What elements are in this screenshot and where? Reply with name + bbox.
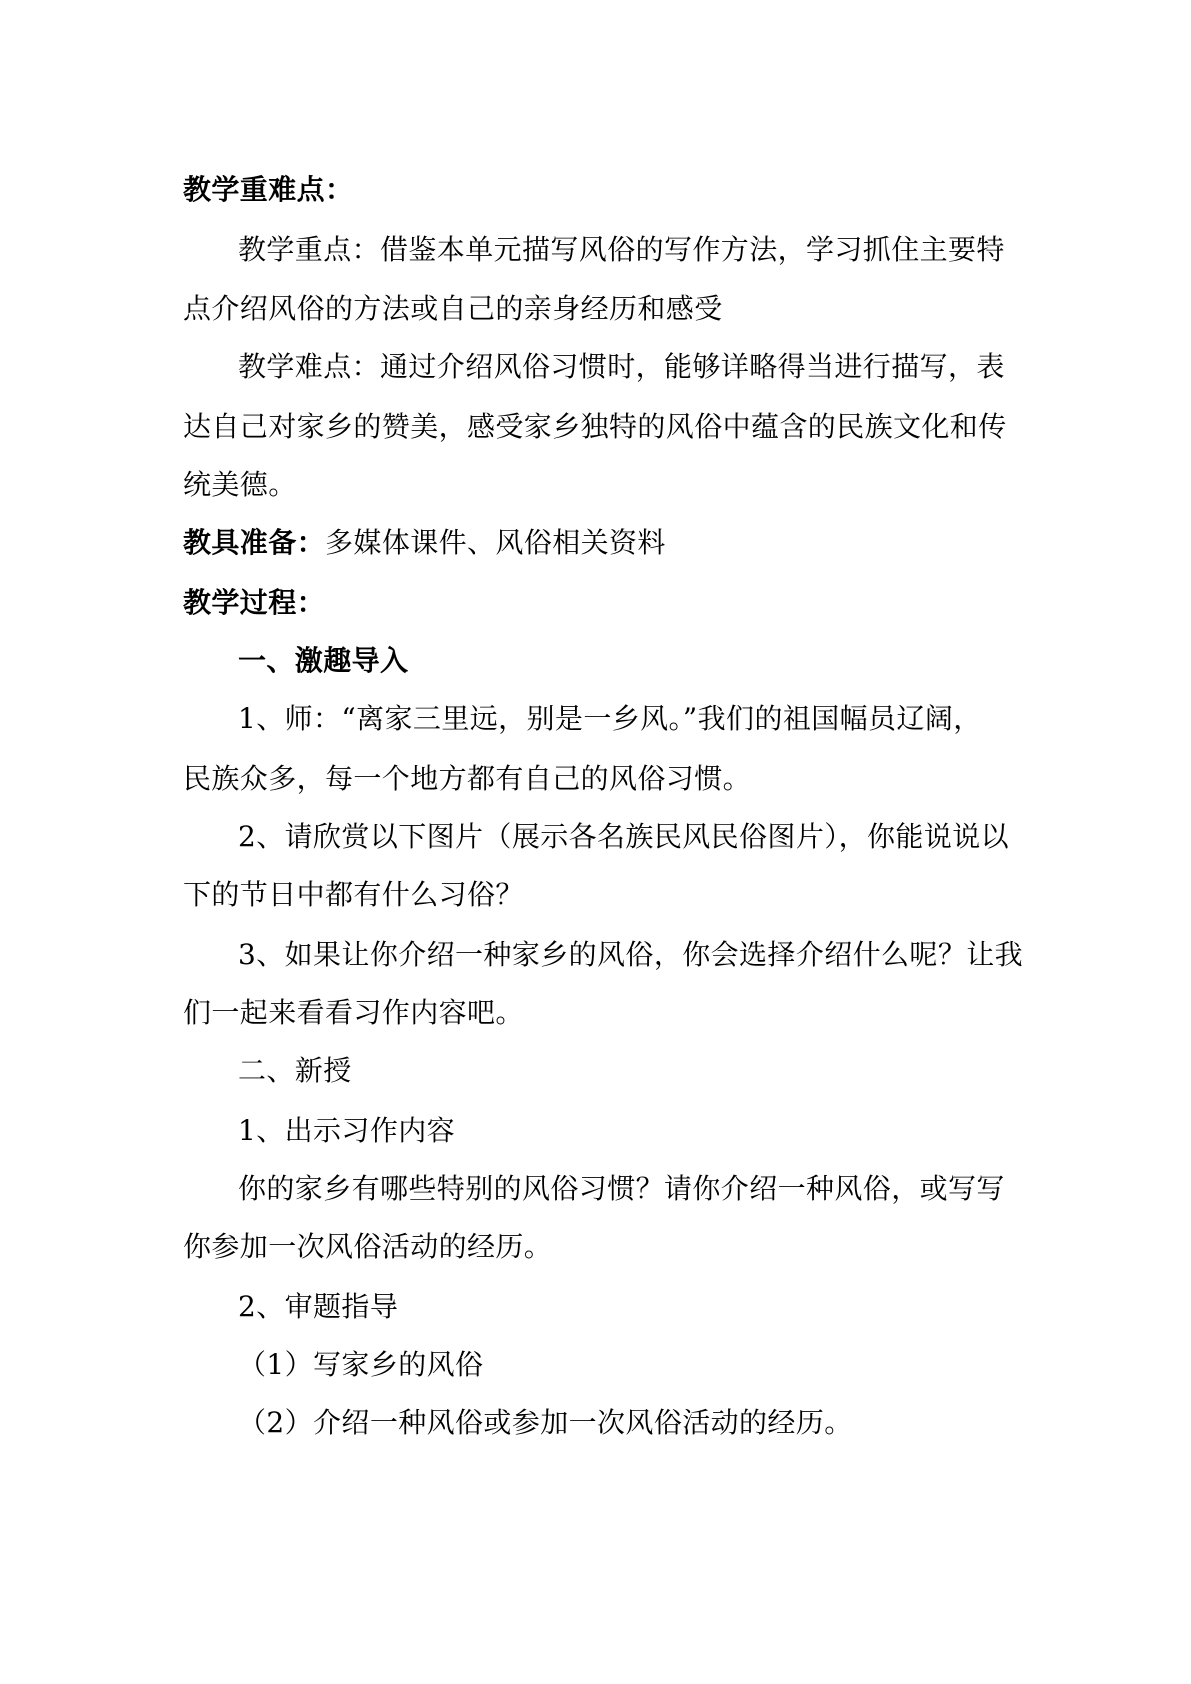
paragraph-line: 达自己对家乡的赞美，感受家乡独特的风俗中蕴含的民族文化和传 (183, 410, 1007, 443)
paragraph-line: 3、如果让你介绍一种家乡的风俗，你会选择介绍什么呢？让我 (238, 938, 1024, 971)
heading-teaching-key-difficult-points: 教学重难点： (183, 173, 354, 206)
heading-teaching-process: 教学过程： (183, 586, 326, 619)
paragraph-line: 下的节日中都有什么习俗？ (183, 878, 524, 911)
paragraph-line: 民族众多，每一个地方都有自己的风俗习惯。 (183, 762, 752, 795)
paragraph-line: 你的家乡有哪些特别的风俗习惯？请你介绍一种风俗，或写写 (238, 1172, 1005, 1205)
paragraph-line: 你参加一次风俗活动的经历。 (183, 1230, 553, 1263)
paragraph-line: 教学重点：借鉴本单元描写风俗的写作方法，学习抓住主要特 (238, 233, 1005, 266)
paragraph-line: （1）写家乡的风俗 (238, 1348, 484, 1381)
paragraph-line: 教学难点：通过介绍风俗习惯时，能够详略得当进行描写，表 (238, 350, 1005, 383)
paragraph-line: （2）介绍一种风俗或参加一次风俗活动的经历。 (238, 1406, 853, 1439)
teaching-materials-label: 教具准备： (183, 526, 326, 559)
paragraph-line: 2、请欣赏以下图片（展示各名族民风民俗图片），你能说说以 (238, 820, 1010, 853)
teaching-materials-line (183, 518, 1191, 568)
teaching-materials-content: 多媒体课件、风俗相关资料 (325, 526, 666, 559)
section-heading-intro: 一、激趣导入 (238, 644, 409, 677)
paragraph-line: 点介绍风俗的方法或自己的亲身经历和感受 (183, 292, 723, 325)
paragraph-line: 2、审题指导 (238, 1290, 399, 1323)
paragraph-line: 1、师：“离家三里远，别是一乡风。”我们的祖国幅员辽阔， (238, 702, 982, 735)
paragraph-line: 们一起来看看习作内容吧。 (183, 996, 524, 1029)
paragraph-line: 1、出示习作内容 (238, 1114, 456, 1147)
section-heading-new-lesson: 二、新授 (238, 1054, 352, 1087)
paragraph-line: 统美德。 (183, 468, 297, 501)
